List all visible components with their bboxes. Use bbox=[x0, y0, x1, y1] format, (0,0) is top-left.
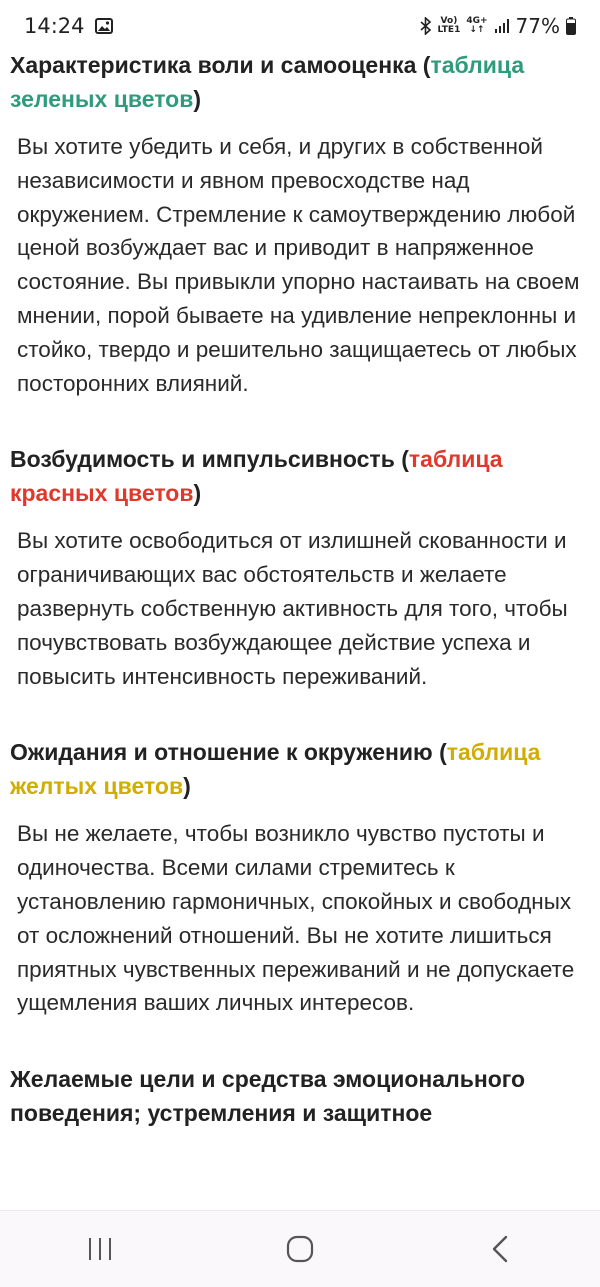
section-expectations bbox=[0, 735, 600, 1020]
section-text: Вы хотите убедить и себя, и других в собственной независимости и явном превосходстве над окружением. Стремление к самоутверждению любой ценой возбуждает вас и приводит в напряженное состояние. Вы привыкли упорно настаивать на своем мнении, порой бываете на удивление непреклонны и стойко, твердо и решительно защищаетесь от любых посторонних влияний. bbox=[17, 134, 580, 396]
status-right bbox=[420, 14, 576, 38]
section-will-self-esteem bbox=[0, 48, 600, 400]
navigation-bar bbox=[0, 1210, 600, 1287]
section-text: Вы не желаете, чтобы возникло чувство пустоты и одиночества. Всеми силами стремитесь к установлению гармоничных, спокойных и свободных от осложнений отношений. Вы не хотите лишиться приятных чувственных переживаний и не допускаете ущемления ваших личных интересов. bbox=[17, 821, 575, 1016]
section-title: Ожидания и отношение к окружению (таблица желтых цветов) bbox=[10, 739, 541, 800]
battery-percent: 77% bbox=[515, 14, 560, 38]
recent-apps-button[interactable] bbox=[60, 1219, 140, 1279]
yellow-table-link[interactable]: таблица желтых цветов bbox=[10, 739, 541, 800]
volte-indicator: Vo) LTE1 bbox=[437, 16, 461, 35]
back-button[interactable] bbox=[460, 1219, 540, 1279]
network-indicator: 4G+ ↓↑ bbox=[466, 16, 488, 35]
section-title: Возбудимость и импульсивность (таблица красных цветов) bbox=[10, 446, 503, 507]
section-title: Желаемые цели и средства эмоционального поведения; устремления и защитное bbox=[10, 1066, 526, 1127]
bluetooth-icon bbox=[420, 17, 432, 35]
status-left bbox=[24, 14, 113, 38]
signal-icon bbox=[494, 18, 510, 34]
red-table-link[interactable]: таблица красных цветов bbox=[10, 446, 503, 507]
recent-apps-icon bbox=[87, 1237, 113, 1261]
home-button[interactable] bbox=[260, 1219, 340, 1279]
section-title: Характеристика воли и самооценка (таблица зеленых цветов) bbox=[10, 52, 525, 112]
battery-icon bbox=[566, 17, 576, 35]
article-content[interactable] bbox=[0, 48, 600, 1210]
gallery-icon bbox=[95, 18, 113, 34]
status-bar bbox=[0, 0, 600, 52]
section-excitability bbox=[0, 442, 600, 693]
section-text: Вы хотите освободиться от излишней скованности и ограничивающих вас обстоятельств и желаете развернуть собственную активность для того, чтобы почувствовать возбуждающее действие успеха и повысить интенсивность переживаний. bbox=[17, 528, 568, 689]
clock: 14:24 bbox=[24, 14, 85, 38]
green-table-link[interactable]: таблица зеленых цветов bbox=[10, 52, 525, 112]
home-icon bbox=[286, 1235, 314, 1263]
back-icon bbox=[491, 1235, 509, 1263]
section-desired-goals bbox=[0, 1062, 600, 1130]
